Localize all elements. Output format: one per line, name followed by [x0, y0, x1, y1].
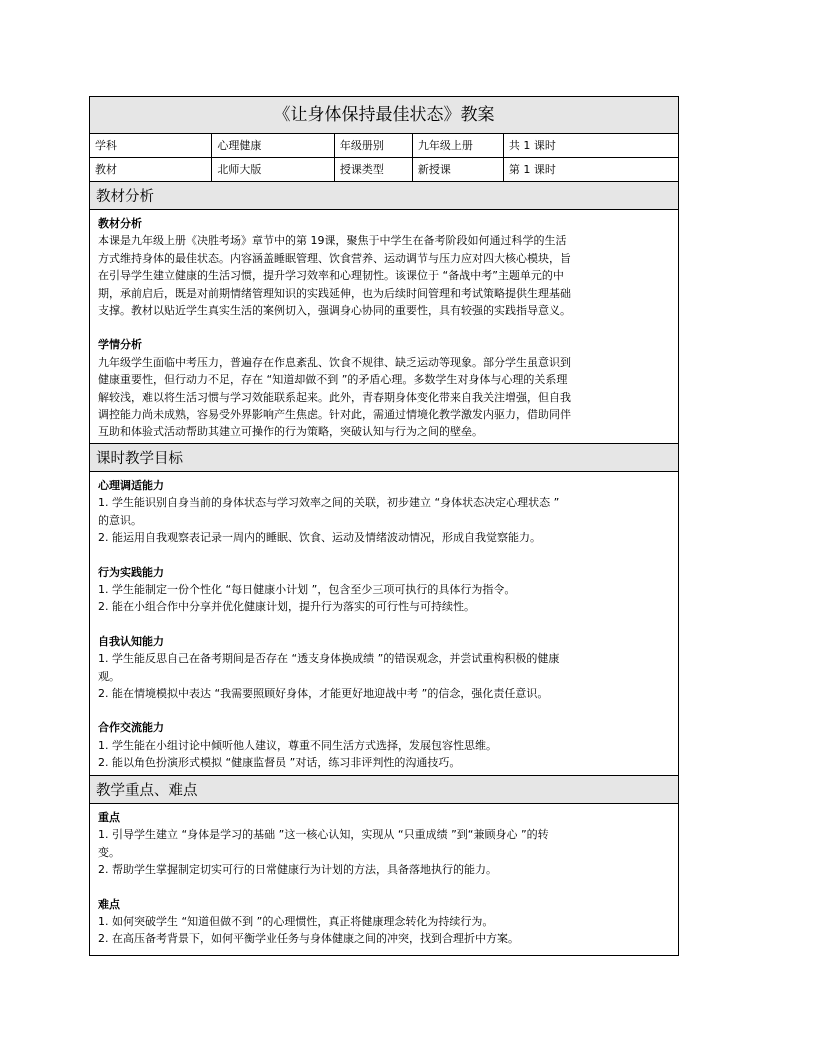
- info-label-grade: 年级册别: [335, 134, 413, 157]
- paragraph-line: 在引导学生建立健康的生活习惯，提升学习效率和心理韧性。该课位于 “备战中考”主题单元的中: [98, 269, 564, 283]
- section-body: [90, 804, 678, 948]
- paragraph-line: 支撑。教材以贴近学生真实生活的案例切入，强调身心协同的重要性，具有较强的实践指导意义。: [98, 304, 571, 318]
- section-body: [90, 210, 678, 441]
- goal-line: 2. 能在小组合作中分享并优化健康计划，提升行为落实的可行性与可持续性。: [98, 600, 475, 614]
- goal-line: 观。: [98, 669, 120, 683]
- info-label-textbook: 教材: [90, 158, 212, 181]
- section-goals: [90, 444, 678, 776]
- goal-line: 1. 学生能识别自身当前的身体状态与学习效率之间的关联，初步建立 “身体状态决定心理状态 ”: [98, 496, 560, 510]
- section-analysis: [90, 182, 678, 444]
- goal-line: 的意识。: [98, 513, 142, 527]
- focus-line: 2. 帮助学生掌握制定切实可行的日常健康行为计划的方法，具备落地执行的能力。: [98, 863, 497, 877]
- goal-line: 1. 学生能制定一份个性化 “每日健康小计划 ”，包含至少三项可执行的具体行为指令。: [98, 583, 516, 597]
- info-value-lesson-type: 新授课: [413, 158, 504, 181]
- info-value-grade: 九年级上册: [413, 134, 504, 157]
- paragraph-line: 调控能力尚未成熟，容易受外界影响产生焦虑。针对此，需通过情境化教学激发内驱力，借助同伴: [98, 408, 571, 422]
- document-title: 《让身体保持最佳状态》教案: [90, 97, 678, 134]
- info-label-subject: 学科: [90, 134, 212, 157]
- section-heading: 课时教学目标: [90, 444, 678, 472]
- subheading: 教材分析: [98, 217, 142, 230]
- goal-line: 2. 能以角色扮演形式模拟 “健康监督员 ”对话，练习非评判性的沟通技巧。: [98, 756, 461, 770]
- goal-line: 2. 能运用自我观察表记录一周内的睡眠、饮食、运动及情绪波动情况，形成自我觉察能力。: [98, 531, 541, 545]
- section-heading: 教材分析: [90, 182, 678, 210]
- goal-line: 1. 学生能反思自己在备考期间是否存在 “透支身体换成绩 ”的错误观念，并尝试重构积极的健康: [98, 652, 560, 666]
- subheading: 重点: [98, 811, 120, 824]
- paragraph-line: 健康重要性，但行动力不足，存在 “知道却做不到 ”的矛盾心理。多数学生对身体与心理的关系理: [98, 373, 568, 387]
- difficulty-line: 1. 如何突破学生 “知道但做不到 ”的心理惯性，真正将健康理念转化为持续行为。: [98, 915, 494, 929]
- subheading: 行为实践能力: [98, 565, 164, 579]
- section-heading: 教学重点、难点: [90, 776, 678, 804]
- info-row-textbook: [90, 158, 678, 182]
- paragraph-line: 九年级学生面临中考压力，普遍存在作息紊乱、饮食不规律、缺乏运动等现象。部分学生虽意识到: [98, 355, 571, 369]
- paragraph-line: 本课是九年级上册《决胜考场》章节中的第 19课，聚焦于中学生在备考阶段如何通过科学的生活: [98, 234, 567, 248]
- info-row-subject: [90, 134, 678, 158]
- info-label-lesson-type: 授课类型: [335, 158, 413, 181]
- subheading: 心理调适能力: [98, 479, 164, 492]
- focus-line: 1. 引导学生建立 “身体是学习的基础 ”这一核心认知，实现从 “只重成绩 ”到“兼顾身心 ”的转: [98, 828, 549, 842]
- section-body: [90, 472, 678, 772]
- info-value-textbook: 北师大版: [212, 158, 334, 181]
- difficulty-line: 2. 在高压备考背景下，如何平衡学业任务与身体健康之间的冲突，找到合理折中方案。: [98, 932, 519, 946]
- paragraph-line: 期，承前启后，既是对前期情绪管理知识的实践延伸，也为后续时间管理和考试策略提供生理基础: [98, 286, 571, 300]
- goal-line: 1. 学生能在小组讨论中倾听他人建议，尊重不同生活方式选择，发展包容性思维。: [98, 738, 497, 752]
- subheading: 合作交流能力: [98, 721, 164, 735]
- subheading: 难点: [98, 897, 120, 911]
- lesson-plan-table: [89, 96, 679, 956]
- paragraph-line: 互助和体验式活动帮助其建立可操作的行为策略，突破认知与行为之间的壁垒。: [98, 425, 483, 439]
- info-total-hours: 共 1 课时: [508, 139, 556, 152]
- subheading: 自我认知能力: [98, 634, 164, 648]
- paragraph-line: 解较浅，难以将生活习惯与学习效能联系起来。此外，青春期身体变化带来自我关注增强，但自我: [98, 390, 571, 404]
- subheading: 学情分析: [98, 338, 142, 352]
- paragraph-line: 方式维持身体的最佳状态。内容涵盖睡眠管理、饮食营养、运动调节与压力应对四大核心模块，旨: [98, 251, 571, 265]
- focus-line: 变。: [98, 845, 120, 859]
- goal-line: 2. 能在情境模拟中表达 “我需要照顾好身体，才能更好地迎战中考 ”的信念，强化责任意识。: [98, 687, 549, 701]
- section-keypoints: [90, 776, 678, 948]
- info-value-subject: 心理健康: [212, 134, 334, 157]
- info-current-hour: 第 1 课时: [508, 163, 556, 176]
